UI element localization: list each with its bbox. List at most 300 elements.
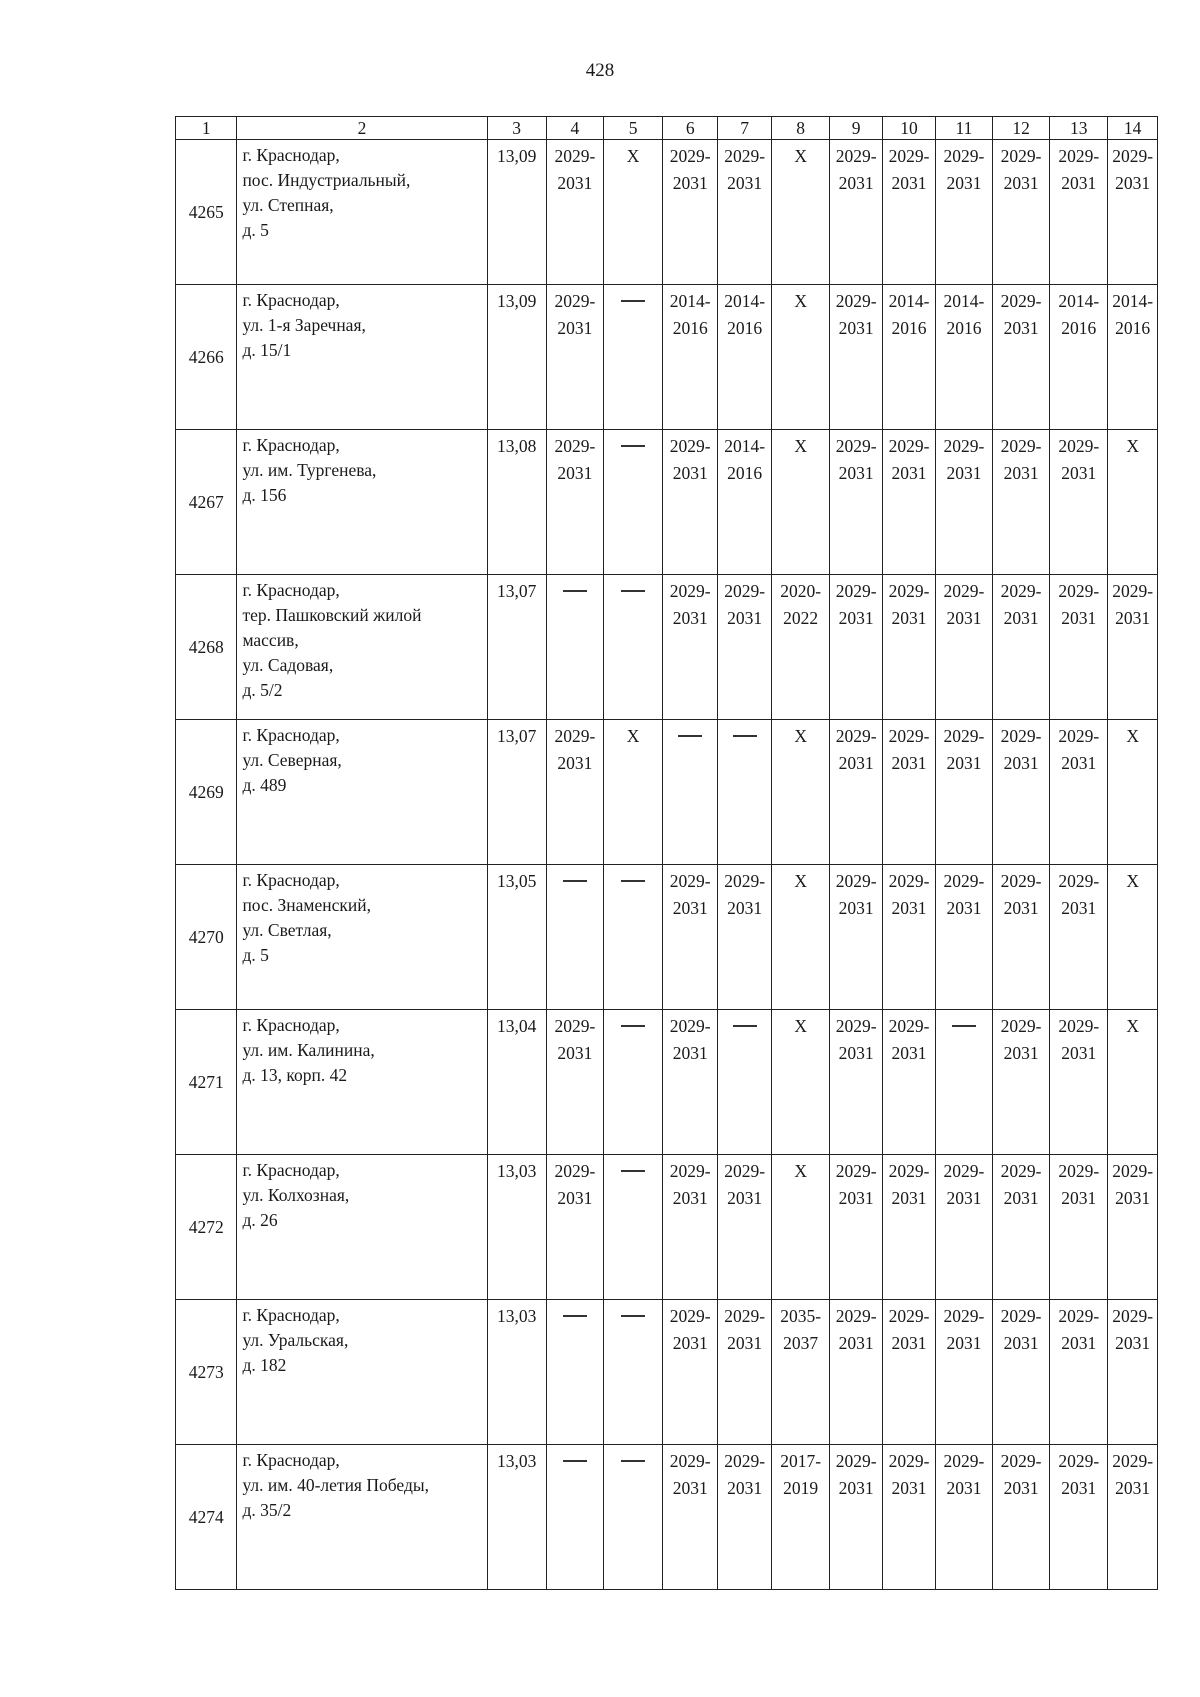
period-line: 2031 — [727, 608, 763, 628]
period-line: 2031 — [891, 1333, 927, 1353]
address-line: пос. Индустриальный, — [242, 170, 411, 190]
period-line: 2029- — [1058, 146, 1100, 166]
period-cell — [883, 430, 936, 575]
period-cell — [935, 1445, 992, 1590]
period-cell — [772, 865, 830, 1010]
empty-dash-cell — [603, 285, 662, 430]
period-line: 2029- — [835, 581, 877, 601]
period-cell — [718, 430, 772, 575]
dash-mark — [563, 1315, 587, 1316]
period-cell — [1050, 1445, 1108, 1590]
period-line: 2029- — [669, 1451, 711, 1471]
period-line: 2031 — [946, 898, 982, 918]
period-cell — [1108, 140, 1158, 285]
address-line: г. Краснодар, — [242, 1450, 340, 1470]
period-cell — [1108, 1445, 1158, 1590]
period-line: 2029- — [835, 436, 877, 456]
period-line: 2031 — [1061, 1333, 1097, 1353]
period-line: 2029- — [835, 726, 877, 746]
period-line: 2031 — [1003, 1043, 1039, 1063]
period-line: 2029- — [554, 1016, 596, 1036]
address-line: д. 5/2 — [242, 680, 283, 700]
period-cell — [993, 575, 1050, 720]
period-line: 2029- — [1112, 1306, 1154, 1326]
table-row — [176, 430, 1158, 575]
period-line: 2029- — [1112, 146, 1154, 166]
period-line: 2031 — [672, 1188, 708, 1208]
period-cell — [935, 285, 992, 430]
period-cell — [772, 720, 830, 865]
period-cell — [1108, 1155, 1158, 1300]
period-cell — [663, 430, 718, 575]
period-cell — [935, 575, 992, 720]
column-header: 2 — [237, 117, 487, 140]
table-row — [176, 720, 1158, 865]
area-value: 13,07 — [487, 575, 546, 720]
period-line: 2035- — [780, 1306, 822, 1326]
period-cell — [546, 1155, 603, 1300]
address-cell — [237, 1010, 487, 1155]
period-line: 2031 — [1003, 753, 1039, 773]
period-line: 2029- — [888, 581, 930, 601]
period-line: X — [794, 146, 807, 166]
address-line: ул. им. 40-летия Победы, — [242, 1475, 429, 1495]
period-cell — [883, 1010, 936, 1155]
period-line: 2016 — [672, 318, 708, 338]
period-line: 2031 — [1003, 318, 1039, 338]
period-line: 2031 — [727, 1333, 763, 1353]
period-line: 2029- — [888, 1161, 930, 1181]
period-line: 2029- — [1112, 1161, 1154, 1181]
column-header: 14 — [1108, 117, 1158, 140]
period-line: 2029- — [724, 871, 766, 891]
period-line: 2029- — [835, 1451, 877, 1471]
period-line: 2031 — [946, 1478, 982, 1498]
period-line: 2029- — [943, 1161, 985, 1181]
period-line: 2031 — [672, 898, 708, 918]
row-number: 4265 — [176, 140, 237, 285]
period-cell — [993, 140, 1050, 285]
address-cell — [237, 575, 487, 720]
table-row — [176, 1445, 1158, 1590]
period-line: 2031 — [727, 1188, 763, 1208]
period-line: 2031 — [1115, 173, 1151, 193]
period-line: 2029- — [724, 1306, 766, 1326]
period-cell — [772, 1010, 830, 1155]
period-line: 2029- — [669, 871, 711, 891]
column-header: 12 — [993, 117, 1050, 140]
period-line: 2031 — [1061, 898, 1097, 918]
period-cell — [772, 575, 830, 720]
period-cell — [663, 1155, 718, 1300]
period-line: 2029- — [1058, 726, 1100, 746]
period-line: 2031 — [557, 173, 593, 193]
address-line: г. Краснодар, — [242, 1015, 340, 1035]
period-line: 2014- — [1112, 291, 1154, 311]
period-cell — [935, 865, 992, 1010]
period-cell — [663, 140, 718, 285]
column-header: 13 — [1050, 117, 1108, 140]
dash-mark — [678, 735, 702, 736]
period-cell — [603, 140, 662, 285]
period-cell — [993, 1300, 1050, 1445]
period-line: 2029- — [724, 1161, 766, 1181]
period-line: 2029- — [835, 1016, 877, 1036]
period-line: 2031 — [946, 1333, 982, 1353]
period-cell — [718, 140, 772, 285]
header-row — [176, 117, 1158, 140]
period-line: 2031 — [1003, 1333, 1039, 1353]
address-line: д. 26 — [242, 1210, 278, 1230]
dash-mark — [733, 735, 757, 736]
period-line: 2029- — [1112, 1451, 1154, 1471]
column-header: 11 — [935, 117, 992, 140]
address-cell — [237, 720, 487, 865]
table-row — [176, 285, 1158, 430]
area-value: 13,09 — [487, 285, 546, 430]
period-line: 2031 — [838, 1043, 874, 1063]
period-line: 2029- — [888, 1451, 930, 1471]
dash-mark — [563, 1460, 587, 1461]
period-cell — [883, 140, 936, 285]
period-cell — [883, 285, 936, 430]
period-line: 2031 — [1115, 1333, 1151, 1353]
area-value: 13,05 — [487, 865, 546, 1010]
row-number: 4274 — [176, 1445, 237, 1590]
period-line: 2031 — [891, 608, 927, 628]
period-line: 2029- — [1058, 1306, 1100, 1326]
period-cell — [663, 575, 718, 720]
period-line: 2029- — [669, 146, 711, 166]
period-line: 2031 — [891, 898, 927, 918]
period-line: 2029- — [943, 871, 985, 891]
period-line: 2031 — [672, 608, 708, 628]
empty-dash-cell — [718, 720, 772, 865]
table-row — [176, 1155, 1158, 1300]
column-header: 4 — [546, 117, 603, 140]
table-row — [176, 1300, 1158, 1445]
table-row — [176, 140, 1158, 285]
period-cell — [603, 720, 662, 865]
period-cell — [772, 285, 830, 430]
column-header: 9 — [830, 117, 883, 140]
address-line: д. 182 — [242, 1355, 287, 1375]
period-line: 2016 — [1115, 318, 1151, 338]
area-value: 13,04 — [487, 1010, 546, 1155]
period-line: 2031 — [672, 1333, 708, 1353]
period-cell — [993, 285, 1050, 430]
address-line: г. Краснодар, — [242, 580, 340, 600]
period-line: 2016 — [1061, 318, 1097, 338]
period-cell — [993, 430, 1050, 575]
period-line: 2022 — [783, 608, 819, 628]
empty-dash-cell — [603, 430, 662, 575]
period-line: 2029- — [1000, 291, 1042, 311]
period-line: 2031 — [946, 463, 982, 483]
row-number: 4272 — [176, 1155, 237, 1300]
column-header: 3 — [487, 117, 546, 140]
period-line: 2031 — [1003, 173, 1039, 193]
period-line: 2029- — [554, 291, 596, 311]
address-line: г. Краснодар, — [242, 725, 340, 745]
address-line: д. 13, корп. 42 — [242, 1065, 348, 1085]
period-line: 2031 — [557, 1188, 593, 1208]
dash-mark — [621, 1315, 645, 1316]
period-cell — [772, 1445, 830, 1590]
period-cell — [1108, 1300, 1158, 1445]
period-line: 2014- — [724, 291, 766, 311]
period-line: 2029- — [1000, 581, 1042, 601]
period-line: 2029- — [943, 726, 985, 746]
period-line: 2031 — [1003, 608, 1039, 628]
period-cell — [1108, 285, 1158, 430]
period-cell — [883, 1155, 936, 1300]
empty-dash-cell — [603, 1300, 662, 1445]
column-header: 6 — [663, 117, 718, 140]
period-cell — [772, 1155, 830, 1300]
period-line: 2029- — [1058, 1161, 1100, 1181]
table-row — [176, 1010, 1158, 1155]
dash-mark — [621, 880, 645, 881]
period-line: 2031 — [727, 1478, 763, 1498]
address-line: ул. Светлая, — [242, 920, 332, 940]
period-cell — [663, 1010, 718, 1155]
area-value: 13,03 — [487, 1155, 546, 1300]
period-line: 2031 — [1061, 1043, 1097, 1063]
period-line: 2019 — [783, 1478, 819, 1498]
period-line: 2029- — [1000, 1306, 1042, 1326]
period-line: 2029- — [1058, 1016, 1100, 1036]
table-body — [176, 140, 1158, 1590]
period-cell — [830, 430, 883, 575]
period-line: 2029- — [669, 436, 711, 456]
period-cell — [1050, 865, 1108, 1010]
period-line: 2031 — [557, 1043, 593, 1063]
address-line: д. 156 — [242, 485, 287, 505]
empty-dash-cell — [603, 1445, 662, 1590]
period-cell — [546, 285, 603, 430]
period-cell — [663, 285, 718, 430]
period-line: 2031 — [1061, 1478, 1097, 1498]
address-line: ул. Северная, — [242, 750, 342, 770]
dash-mark — [952, 1025, 976, 1026]
period-cell — [1050, 1300, 1108, 1445]
period-line: 2031 — [838, 173, 874, 193]
period-cell — [830, 1010, 883, 1155]
period-cell — [883, 575, 936, 720]
address-line: г. Краснодар, — [242, 1305, 340, 1325]
period-line: X — [794, 436, 807, 456]
address-line: ул. им. Калинина, — [242, 1040, 375, 1060]
empty-dash-cell — [718, 1010, 772, 1155]
period-line: 2031 — [1115, 608, 1151, 628]
empty-dash-cell — [546, 1300, 603, 1445]
period-line: 2029- — [888, 1016, 930, 1036]
period-cell — [772, 430, 830, 575]
period-cell — [935, 140, 992, 285]
period-cell — [993, 720, 1050, 865]
period-line: 2029- — [1000, 1016, 1042, 1036]
page-number: 428 — [585, 60, 615, 81]
empty-dash-cell — [603, 575, 662, 720]
period-line: 2029- — [888, 146, 930, 166]
address-line: ул. Садовая, — [242, 655, 334, 675]
period-line: X — [626, 146, 640, 166]
dash-mark — [621, 1170, 645, 1171]
period-line: 2029- — [835, 1306, 877, 1326]
period-line: 2029- — [835, 1161, 877, 1181]
period-line: X — [794, 871, 807, 891]
period-cell — [1050, 285, 1108, 430]
period-line: 2029- — [1000, 1451, 1042, 1471]
dash-mark — [621, 300, 645, 301]
address-line: массив, — [242, 630, 299, 650]
period-cell — [663, 1445, 718, 1590]
period-line: 2029- — [1112, 581, 1154, 601]
period-line: 2029- — [554, 726, 596, 746]
period-line: X — [1126, 726, 1139, 746]
address-line: ул. Степная, — [242, 195, 334, 215]
period-cell — [546, 140, 603, 285]
period-cell — [1050, 575, 1108, 720]
period-line: 2029- — [943, 1306, 985, 1326]
period-cell — [993, 1010, 1050, 1155]
period-line: 2031 — [1003, 1478, 1039, 1498]
period-cell — [663, 1300, 718, 1445]
column-header: 5 — [603, 117, 662, 140]
period-cell — [718, 285, 772, 430]
column-header: 1 — [176, 117, 237, 140]
period-cell — [830, 1300, 883, 1445]
period-line: 2031 — [946, 608, 982, 628]
period-line: 2031 — [838, 1333, 874, 1353]
column-header: 7 — [718, 117, 772, 140]
period-line: 2029- — [835, 146, 877, 166]
empty-dash-cell — [546, 575, 603, 720]
period-cell — [1108, 1010, 1158, 1155]
period-line: 2029- — [724, 581, 766, 601]
empty-dash-cell — [546, 865, 603, 1010]
dash-mark — [563, 590, 587, 591]
address-cell — [237, 1300, 487, 1445]
period-line: 2029- — [724, 146, 766, 166]
address-line: пос. Знаменский, — [242, 895, 371, 915]
row-number: 4267 — [176, 430, 237, 575]
area-value: 13,03 — [487, 1445, 546, 1590]
period-line: 2029- — [888, 871, 930, 891]
period-cell — [546, 430, 603, 575]
period-line: 2031 — [838, 608, 874, 628]
period-line: 2031 — [1115, 1478, 1151, 1498]
period-line: 2029- — [835, 871, 877, 891]
row-number: 4266 — [176, 285, 237, 430]
period-line: 2029- — [943, 436, 985, 456]
row-number: 4273 — [176, 1300, 237, 1445]
period-line: 2031 — [838, 753, 874, 773]
period-line: X — [794, 1161, 807, 1181]
column-header: 8 — [772, 117, 830, 140]
address-cell — [237, 285, 487, 430]
address-cell — [237, 1155, 487, 1300]
period-cell — [1108, 430, 1158, 575]
period-line: 2016 — [891, 318, 927, 338]
period-cell — [663, 865, 718, 1010]
period-cell — [1050, 430, 1108, 575]
period-line: 2031 — [891, 463, 927, 483]
period-cell — [883, 720, 936, 865]
period-line: 2014- — [1058, 291, 1100, 311]
period-line: X — [1126, 1016, 1139, 1036]
period-cell — [718, 865, 772, 1010]
period-line: X — [794, 291, 807, 311]
address-line: д. 35/2 — [242, 1500, 292, 1520]
address-line: ул. 1-я Заречная, — [242, 315, 366, 335]
period-line: X — [1126, 436, 1139, 456]
period-line: 2031 — [1003, 898, 1039, 918]
address-line: д. 5 — [242, 220, 269, 240]
area-value: 13,03 — [487, 1300, 546, 1445]
dash-mark — [733, 1025, 757, 1026]
period-line: 2031 — [672, 173, 708, 193]
row-number: 4268 — [176, 575, 237, 720]
period-line: 2029- — [554, 1161, 596, 1181]
period-cell — [935, 1155, 992, 1300]
address-line: г. Краснодар, — [242, 870, 340, 890]
table-row — [176, 575, 1158, 720]
dash-mark — [563, 880, 587, 881]
period-cell — [935, 720, 992, 865]
period-line: 2031 — [891, 173, 927, 193]
period-cell — [1050, 1155, 1108, 1300]
address-line: тер. Пашковский жилой — [242, 605, 422, 625]
period-cell — [1050, 1010, 1108, 1155]
period-line: 2029- — [724, 1451, 766, 1471]
period-line: 2029- — [669, 1016, 711, 1036]
period-line: 2029- — [1058, 436, 1100, 456]
period-line: 2029- — [669, 1306, 711, 1326]
period-line: 2031 — [838, 1478, 874, 1498]
area-value: 13,08 — [487, 430, 546, 575]
period-line: 2031 — [557, 463, 593, 483]
period-line: 2031 — [946, 753, 982, 773]
period-cell — [1108, 865, 1158, 1010]
period-line: 2016 — [946, 318, 982, 338]
period-line: 2031 — [557, 753, 593, 773]
period-cell — [993, 1155, 1050, 1300]
period-line: 2031 — [838, 463, 874, 483]
empty-dash-cell — [935, 1010, 992, 1155]
address-cell — [237, 140, 487, 285]
address-line: г. Краснодар, — [242, 145, 340, 165]
period-line: 2029- — [1058, 581, 1100, 601]
dash-mark — [621, 1025, 645, 1026]
period-cell — [1050, 140, 1108, 285]
period-line: 2031 — [1061, 463, 1097, 483]
period-cell — [772, 140, 830, 285]
schedule-table — [175, 116, 1158, 1590]
period-line: X — [1126, 871, 1139, 891]
period-line: 2029- — [943, 146, 985, 166]
period-cell — [1108, 575, 1158, 720]
empty-dash-cell — [663, 720, 718, 865]
period-cell — [993, 1445, 1050, 1590]
period-cell — [830, 285, 883, 430]
period-cell — [830, 1445, 883, 1590]
period-line: 2031 — [891, 1043, 927, 1063]
row-number: 4271 — [176, 1010, 237, 1155]
period-line: 2037 — [783, 1333, 819, 1353]
address-line: д. 15/1 — [242, 340, 292, 360]
